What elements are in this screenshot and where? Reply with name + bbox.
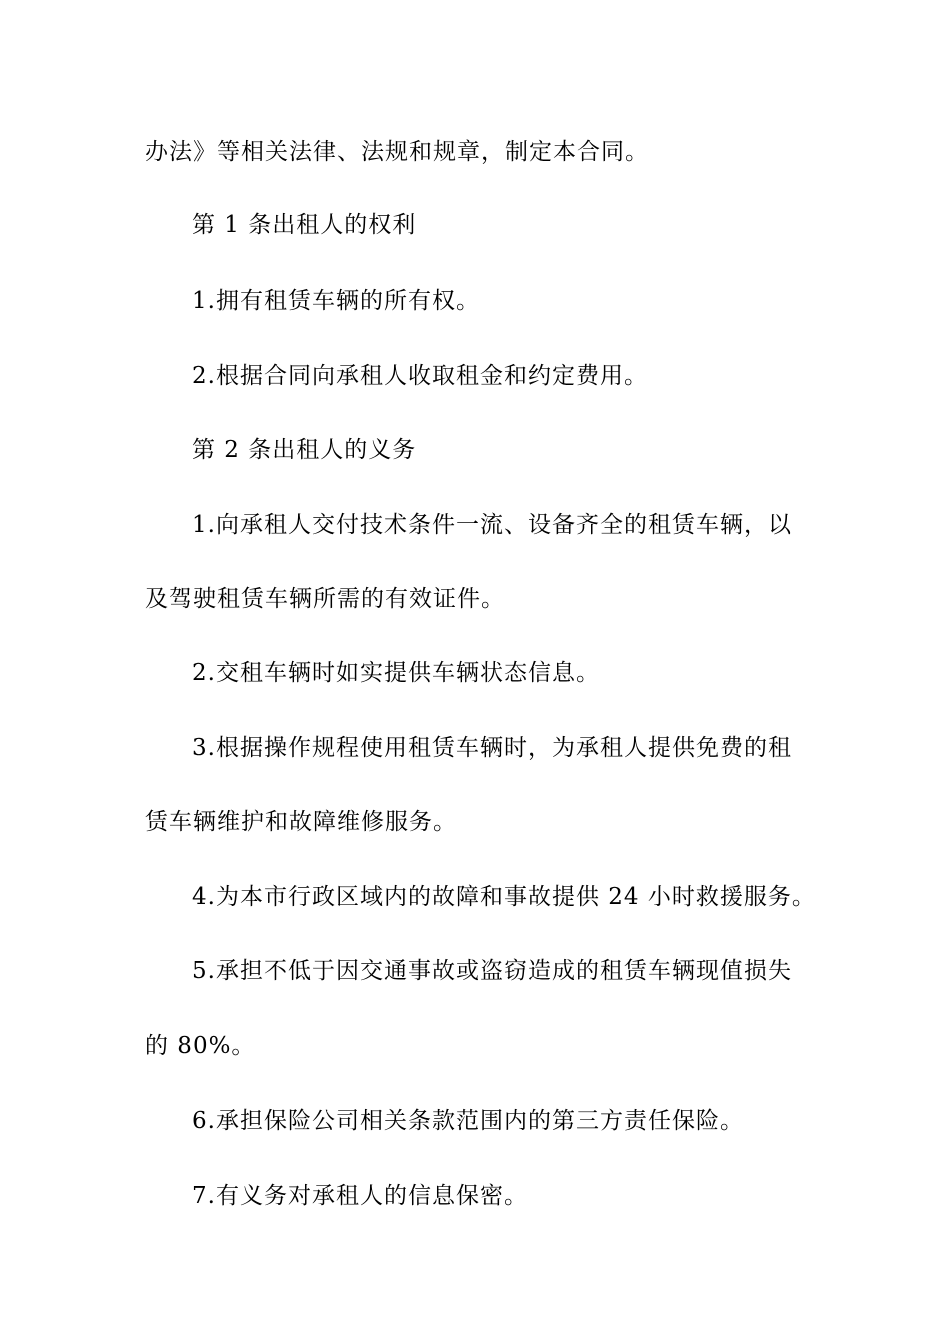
article-2-item-5-line-2: 的 80%。: [145, 1033, 256, 1059]
paragraph-continuation-line: 办法》等相关法律、法规和规章，制定本合同。: [145, 139, 649, 165]
article-2-heading: 第 2 条出租人的义务: [192, 437, 417, 463]
article-1-item-1: 1.拥有租赁车辆的所有权。: [192, 288, 480, 314]
article-2-item-3-line-1: 3.根据操作规程使用租赁车辆时，为承租人提供免费的租: [192, 735, 792, 761]
article-2-item-6: 6.承担保险公司相关条款范围内的第三方责任保险。: [192, 1108, 744, 1134]
article-2-item-7: 7.有义务对承租人的信息保密。: [192, 1183, 528, 1209]
article-1-heading: 第 1 条出租人的权利: [192, 212, 417, 238]
article-2-item-3-line-2: 赁车辆维护和故障维修服务。: [145, 809, 457, 835]
article-2-item-1-line-1: 1.向承租人交付技术条件一流、设备齐全的租赁车辆，以: [192, 512, 792, 538]
article-2-item-2: 2.交租车辆时如实提供车辆状态信息。: [192, 660, 600, 686]
article-2-item-1-line-2: 及驾驶租赁车辆所需的有效证件。: [145, 586, 505, 612]
article-2-item-4: 4.为本市行政区域内的故障和事故提供 24 小时救援服务。: [192, 884, 816, 910]
article-2-item-5-line-1: 5.承担不低于因交通事故或盗窃造成的租赁车辆现值损失: [192, 958, 792, 984]
article-1-item-2: 2.根据合同向承租人收取租金和约定费用。: [192, 363, 648, 389]
